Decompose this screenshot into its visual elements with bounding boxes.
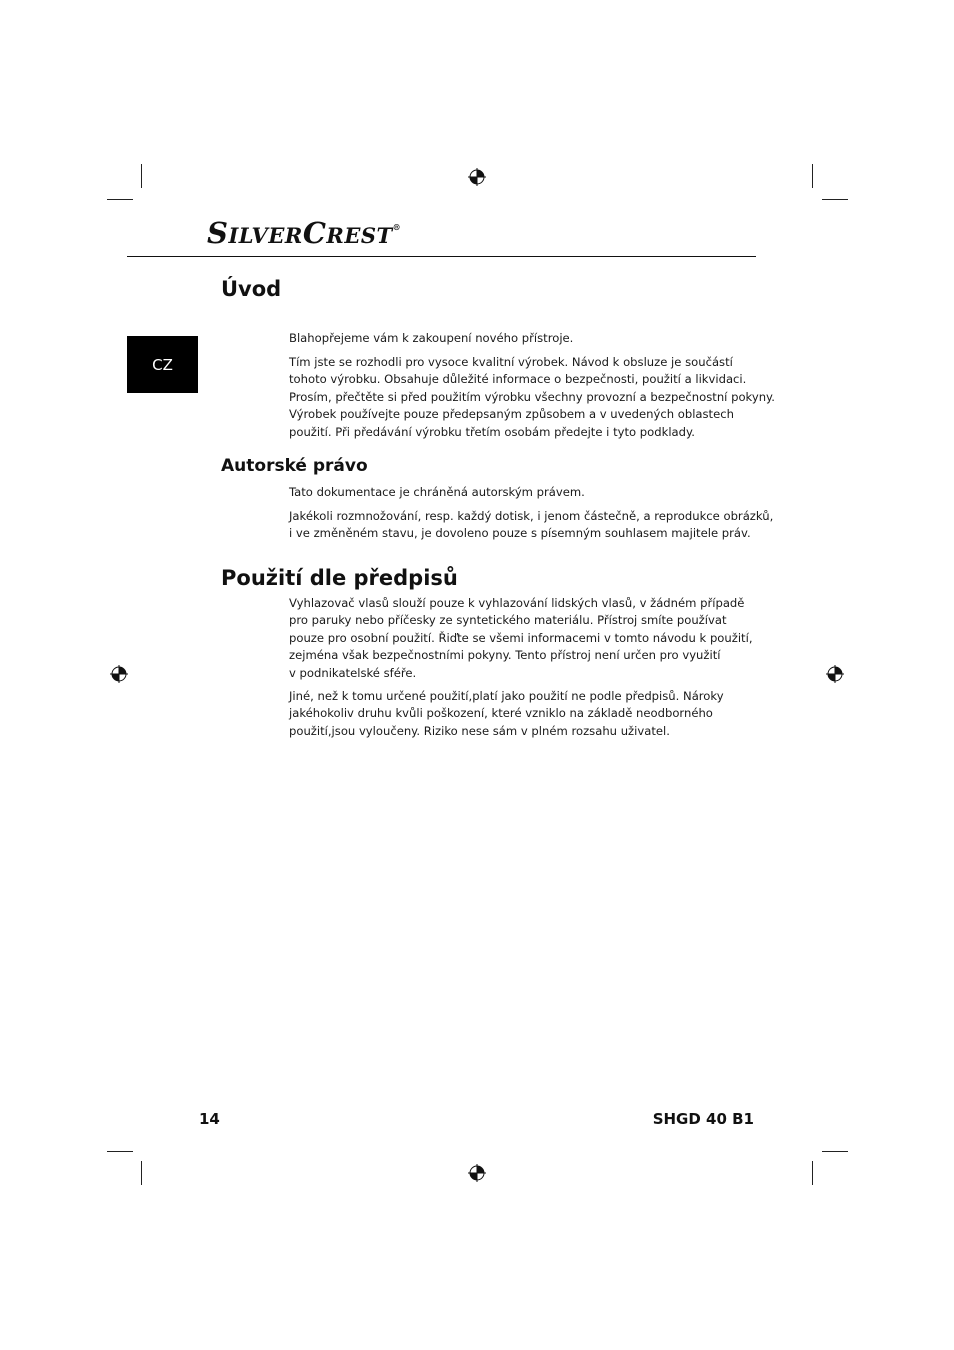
registration-mark-bottom-icon [468,1164,486,1182]
copyright-paragraph-1 [289,484,749,501]
registration-mark-right-icon [826,665,844,683]
text-line: tohoto výrobku. Obsahuje důležité informace o bezpečnosti, použití a likvidaci. [289,372,747,387]
text-line: Blahopřejeme vám k zakoupení nového přístroje. [289,331,574,345]
intended-use-paragraph-2 [289,688,749,740]
text-line: Jiné, než k tomu určené použití,platí jako použití ne podle předpisů. Nároky [289,689,724,703]
brand-logo [207,216,401,250]
text-line: i ve změněném stavu, je dovoleno pouze s písemným souhlasem majitele práv. [289,526,751,541]
section-title-intro: Úvod [221,277,282,301]
text-line: pro paruky nebo příčesky ze syntetického materiálu. Přístroj smíte používat [289,613,727,628]
brand-letter-c: C [302,216,327,250]
section-title-intended-use: Použití dle předpisů [221,566,458,590]
crop-mark-bottom-left-h [107,1151,133,1152]
text-line: v podnikatelské sféře. [289,665,417,680]
text-line: Výrobek používejte pouze předepsaným způsobem a v uvedených oblastech [289,407,734,422]
brand-part-ilver: ILVER [228,223,303,248]
crop-mark-bottom-right-v [812,1161,813,1185]
text-line: pouze pro osobní použití. Řiďte se všemi informacemi v tomto návodu k použití, [289,630,753,645]
crop-mark-top-left-v [141,164,142,188]
text-line: jakéhokoliv druhu kvůli poškození, které vzniklo na základě neodborného [289,706,713,721]
copyright-paragraph-2 [289,508,774,543]
registration-mark-top-icon [468,168,486,186]
text-line: Vyhlazovač vlasů slouží pouze k vyhlazování lidských vlasů, v žádném případě [289,596,745,610]
text-line: Jakékoli rozmnožování, resp. každý dotisk, i jenom částečně, a reprodukce obrázků, [289,509,774,523]
crop-mark-bottom-left-v [141,1161,142,1185]
crop-mark-top-right-v [812,164,813,188]
registered-trademark: ® [392,222,402,232]
model-number: SHGD 40 B1 [652,1110,754,1128]
section-title-copyright: Autorské právo [221,456,368,476]
text-line: Tato dokumentace je chráněná autorským právem. [289,485,585,499]
crop-mark-bottom-right-h [822,1151,848,1152]
text-line: zejména však bezpečnostními pokyny. Tento přístroj není určen pro využití [289,648,721,663]
brand-letter-s: S [207,216,229,250]
text-line: Tím jste se rozhodli pro vysoce kvalitní výrobek. Návod k obsluze je součástí [289,355,733,369]
intro-paragraph-2 [289,354,775,441]
text-line: použití. Při předávání výrobku třetím osobám předejte i tyto podklady. [289,424,695,439]
brand-part-rest: REST [326,223,393,248]
text-line: použití,jsou vyloučeny. Riziko nese sám v plném rozsahu uživatel. [289,723,670,738]
intended-use-paragraph-1 [289,595,753,682]
crop-mark-top-right-h [822,199,848,200]
intro-paragraph-1 [289,330,749,347]
header-rule [127,256,756,257]
crop-mark-top-left-h [107,199,133,200]
text-line: Prosím, přečtěte si před použitím výrobku všechny provozní a bezpečnostní pokyny. [289,389,775,404]
page-number: 14 [199,1110,220,1128]
language-tab: CZ [127,336,198,393]
registration-mark-left-icon [110,665,128,683]
